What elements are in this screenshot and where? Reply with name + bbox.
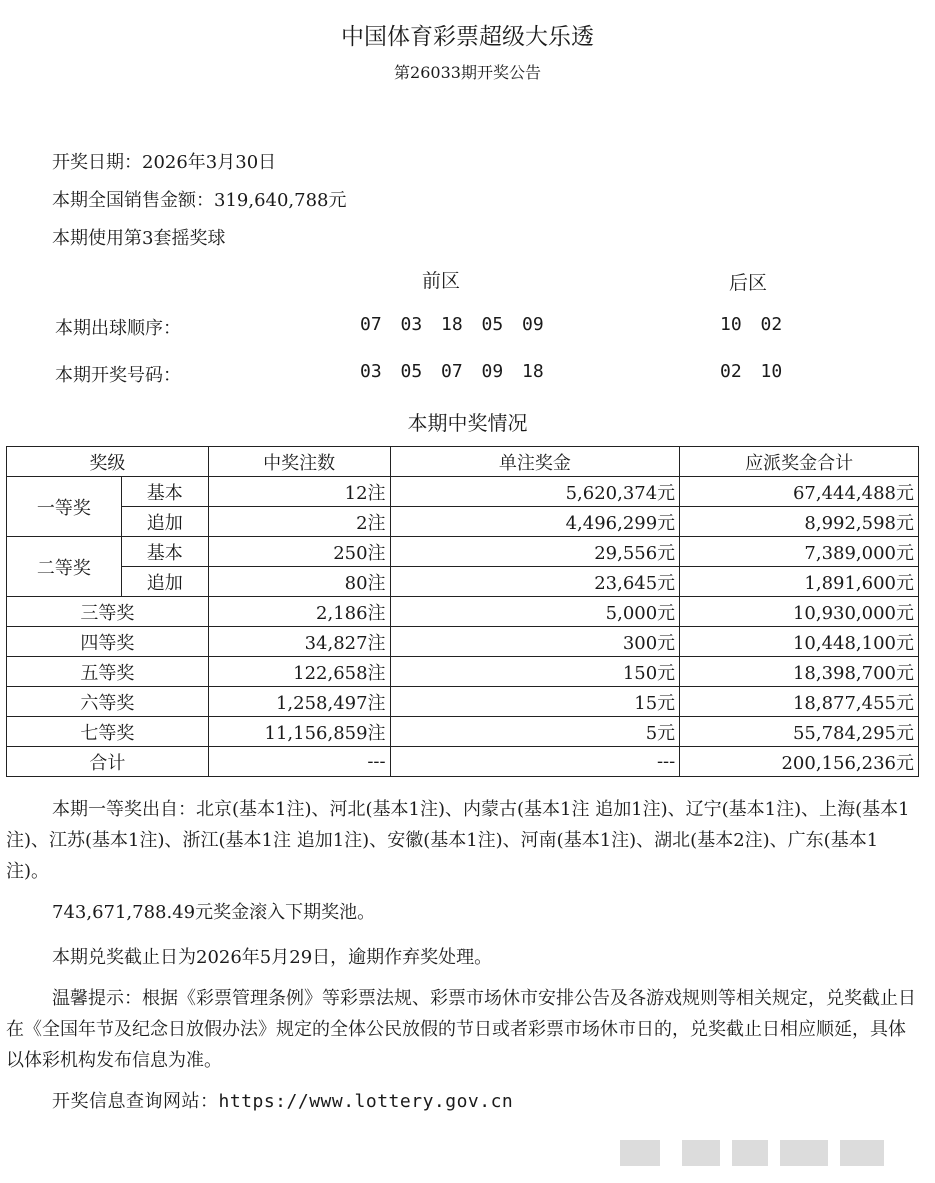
winner-count: 2注 [208,507,390,537]
table-row [7,627,919,657]
sales-amount: 本期全国销售金额：319,640,788元 [52,190,347,211]
prize-section-title: 本期中奖情况 [407,411,528,435]
winner-count: 1,258,497注 [208,687,390,717]
draw-order-label: 本期出球顺序： [55,318,181,339]
total-prize: 8,992,598元 [680,507,919,537]
header-total: 应派奖金合计 [680,447,919,477]
total-prize: 18,398,700元 [680,657,919,687]
draw-order-back: 10 02 [720,314,783,335]
table-header-row [7,447,919,477]
table-row [7,597,919,627]
prize-level: 六等奖 [7,687,209,717]
total-prize: 1,891,600元 [680,567,919,597]
total-prize: 10,448,100元 [680,627,919,657]
table-row [7,657,919,687]
total-prize: 55,784,295元 [680,717,919,747]
table-row [7,717,919,747]
winner-count: 12注 [208,477,390,507]
claim-deadline: 本期兑奖截止日为2026年5月29日，逾期作弃奖处理。 [52,947,493,968]
header-level: 奖级 [7,447,209,477]
unit-prize: 300元 [390,627,680,657]
prize-sublevel: 基本 [121,537,208,567]
prize-table [6,446,919,777]
back-zone-label: 后区 [729,272,768,294]
table-row [7,477,919,507]
prize-level: 四等奖 [7,627,209,657]
total-prize: 67,444,488元 [680,477,919,507]
table-row [7,687,919,717]
unit-prize: 150元 [390,657,680,687]
prize-level: 一等奖 [7,477,122,537]
ball-set: 本期使用第3套摇奖球 [52,228,226,249]
winner-count: 34,827注 [208,627,390,657]
unit-prize: --- [390,747,680,777]
draw-order-front: 07 03 18 05 09 [360,314,544,335]
total-label: 合计 [7,747,209,777]
watermark-strip [620,1140,910,1166]
prize-sublevel: 追加 [121,567,208,597]
prize-sublevel: 追加 [121,507,208,537]
winner-count: 2,186注 [208,597,390,627]
page-title: 中国体育彩票超级大乐透 [341,24,594,50]
prize-level: 七等奖 [7,717,209,747]
winner-count: 250注 [208,537,390,567]
winner-count: 80注 [208,567,390,597]
total-prize: 18,877,455元 [680,687,919,717]
table-row [7,507,919,537]
front-zone-label: 前区 [422,270,461,292]
total-prize: 7,389,000元 [680,537,919,567]
unit-prize: 5元 [390,717,680,747]
unit-prize: 23,645元 [390,567,680,597]
prize-level: 二等奖 [7,537,122,597]
prize-level: 三等奖 [7,597,209,627]
total-prize: 200,156,236元 [680,747,919,777]
total-prize: 10,930,000元 [680,597,919,627]
unit-prize: 5,000元 [390,597,680,627]
table-row [7,567,919,597]
unit-prize: 15元 [390,687,680,717]
jackpot-rollover: 743,671,788.49元奖金滚入下期奖池。 [52,902,376,923]
winner-count: 122,658注 [208,657,390,687]
winner-count: --- [208,747,390,777]
header-prize: 单注奖金 [390,447,680,477]
table-row [7,537,919,567]
header-count: 中奖注数 [208,447,390,477]
winner-count: 11,156,859注 [208,717,390,747]
winning-numbers-back: 02 10 [720,361,783,382]
first-prize-regions: 本期一等奖出自：北京(基本1注)、河北(基本1注)、内蒙古(基本1注 追加1注)、辽宁(基本1注)、上海(基本1注)、江苏(基本1注)、浙江(基本1注 追加1注)、安徽(基本1注)、河南(基本1注)、湖北(基本2注)、广东(基本1注)。 [6,799,910,882]
winning-numbers-label: 本期开奖号码： [55,365,181,386]
unit-prize: 29,556元 [390,537,680,567]
prize-level: 五等奖 [7,657,209,687]
table-total-row [7,747,919,777]
prize-sublevel: 基本 [121,477,208,507]
reminder-notice: 温馨提示：根据《彩票管理条例》等彩票法规、彩票市场休市安排公告及各游戏规则等相关规定，兑奖截止日在《全国年节及纪念日放假办法》规定的全体公民放假的节日或者彩票市场休市日的，兑奖截止日相应顺延，具体以体彩机构发布信息为准。 [6,988,916,1071]
query-website: 开奖信息查询网站：https://www.lottery.gov.cn [52,1091,514,1112]
draw-issue-subtitle: 第26033期开奖公告 [394,63,541,82]
unit-prize: 4,496,299元 [390,507,680,537]
draw-date: 开奖日期：2026年3月30日 [52,152,277,173]
unit-prize: 5,620,374元 [390,477,680,507]
winning-numbers-front: 03 05 07 09 18 [360,361,544,382]
